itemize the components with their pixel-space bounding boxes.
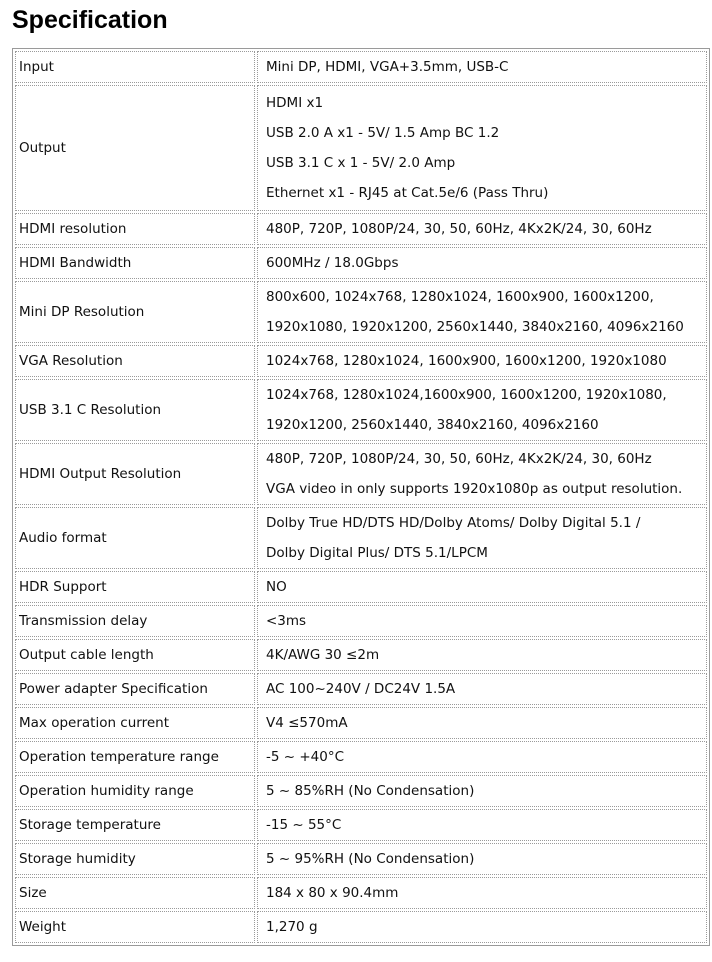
specification-table-body bbox=[15, 51, 707, 943]
spec-row bbox=[15, 843, 707, 875]
spec-row bbox=[15, 707, 707, 739]
spec-value bbox=[257, 775, 707, 807]
spec-value-line: 480P, 720P, 1080P/24, 30, 50, 60Hz, 4Kx2K/24, 30, 60Hz bbox=[266, 451, 652, 467]
spec-row bbox=[15, 911, 707, 943]
spec-value-line: Dolby Digital Plus/ DTS 5.1/LPCM bbox=[266, 545, 488, 561]
spec-value-line: Dolby True HD/DTS HD/Dolby Atoms/ Dolby Digital 5.1 / bbox=[266, 515, 641, 531]
spec-row bbox=[15, 639, 707, 671]
spec-label: Audio format bbox=[15, 507, 255, 569]
spec-value bbox=[257, 605, 707, 637]
spec-value-line: 1024x768, 1280x1024,1600x900, 1600x1200, 1920x1080, bbox=[266, 387, 667, 403]
spec-value bbox=[257, 877, 707, 909]
spec-value bbox=[257, 507, 707, 569]
spec-value-line: 4K/AWG 30 ≤2m bbox=[266, 647, 380, 663]
spec-label: Max operation current bbox=[15, 707, 255, 739]
spec-value bbox=[257, 911, 707, 943]
spec-label: Size bbox=[15, 877, 255, 909]
spec-row bbox=[15, 281, 707, 343]
spec-value bbox=[257, 443, 707, 505]
spec-row bbox=[15, 877, 707, 909]
spec-label: Output bbox=[15, 85, 255, 211]
spec-row bbox=[15, 379, 707, 441]
spec-value bbox=[257, 571, 707, 603]
spec-value-line: 1024x768, 1280x1024, 1600x900, 1600x1200, 1920x1080 bbox=[266, 353, 667, 369]
spec-label: Transmission delay bbox=[15, 605, 255, 637]
spec-row bbox=[15, 213, 707, 245]
spec-value bbox=[257, 639, 707, 671]
spec-value bbox=[257, 379, 707, 441]
spec-row bbox=[15, 247, 707, 279]
spec-label: HDMI resolution bbox=[15, 213, 255, 245]
spec-label: HDMI Bandwidth bbox=[15, 247, 255, 279]
spec-value-line: 600MHz / 18.0Gbps bbox=[266, 255, 399, 271]
spec-value-line: HDMI x1 bbox=[266, 95, 324, 111]
spec-label: HDR Support bbox=[15, 571, 255, 603]
spec-row bbox=[15, 51, 707, 83]
page-title: Specification bbox=[12, 6, 168, 34]
spec-value-line: V4 ≤570mA bbox=[266, 715, 348, 731]
spec-row bbox=[15, 507, 707, 569]
spec-value bbox=[257, 85, 707, 211]
spec-value bbox=[257, 809, 707, 841]
spec-value bbox=[257, 213, 707, 245]
spec-value-line: VGA video in only supports 1920x1080p as output resolution. bbox=[266, 481, 683, 497]
spec-label: Input bbox=[15, 51, 255, 83]
spec-value bbox=[257, 843, 707, 875]
spec-value-line: NO bbox=[266, 579, 287, 595]
spec-row bbox=[15, 673, 707, 705]
spec-value-line: 184 x 80 x 90.4mm bbox=[266, 885, 399, 901]
spec-label: Operation temperature range bbox=[15, 741, 255, 773]
spec-label: USB 3.1 C Resolution bbox=[15, 379, 255, 441]
spec-value-line: <3ms bbox=[266, 613, 307, 629]
spec-value-line: 1920x1080, 1920x1200, 2560x1440, 3840x2160, 4096x2160 bbox=[266, 319, 684, 335]
spec-row bbox=[15, 443, 707, 505]
spec-label: Operation humidity range bbox=[15, 775, 255, 807]
spec-row bbox=[15, 345, 707, 377]
spec-value-line: 1,270 g bbox=[266, 919, 318, 935]
spec-value-line: USB 3.1 C x 1 - 5V/ 2.0 Amp bbox=[266, 155, 456, 171]
spec-row bbox=[15, 605, 707, 637]
spec-value-line: USB 2.0 A x1 - 5V/ 1.5 Amp BC 1.2 bbox=[266, 125, 500, 141]
spec-value bbox=[257, 345, 707, 377]
spec-label: Output cable length bbox=[15, 639, 255, 671]
spec-value bbox=[257, 673, 707, 705]
spec-value bbox=[257, 707, 707, 739]
spec-value-line: 480P, 720P, 1080P/24, 30, 50, 60Hz, 4Kx2K/24, 30, 60Hz bbox=[266, 221, 652, 237]
spec-label: Mini DP Resolution bbox=[15, 281, 255, 343]
spec-value-line: 800x600, 1024x768, 1280x1024, 1600x900, 1600x1200, bbox=[266, 289, 654, 305]
spec-value-line: AC 100~240V / DC24V 1.5A bbox=[266, 681, 456, 697]
spec-value-line: -5 ~ +40°C bbox=[266, 749, 345, 765]
spec-row bbox=[15, 571, 707, 603]
spec-value-line: 5 ~ 85%RH (No Condensation) bbox=[266, 783, 475, 799]
spec-row bbox=[15, 775, 707, 807]
spec-value bbox=[257, 281, 707, 343]
specification-table bbox=[12, 48, 710, 946]
spec-value-line: Ethernet x1 - RJ45 at Cat.5e/6 (Pass Thru) bbox=[266, 185, 549, 201]
spec-row bbox=[15, 85, 707, 211]
spec-value-line: 5 ~ 95%RH (No Condensation) bbox=[266, 851, 475, 867]
spec-value-line: 1920x1200, 2560x1440, 3840x2160, 4096x2160 bbox=[266, 417, 599, 433]
spec-label: Power adapter Specification bbox=[15, 673, 255, 705]
spec-label: Storage temperature bbox=[15, 809, 255, 841]
spec-value bbox=[257, 247, 707, 279]
spec-label: VGA Resolution bbox=[15, 345, 255, 377]
spec-label: Storage humidity bbox=[15, 843, 255, 875]
spec-row bbox=[15, 741, 707, 773]
spec-value bbox=[257, 741, 707, 773]
spec-value-line: Mini DP, HDMI, VGA+3.5mm, USB-C bbox=[266, 59, 509, 75]
spec-label: HDMI Output Resolution bbox=[15, 443, 255, 505]
spec-value-line: -15 ~ 55°C bbox=[266, 817, 342, 833]
spec-value bbox=[257, 51, 707, 83]
spec-label: Weight bbox=[15, 911, 255, 943]
spec-row bbox=[15, 809, 707, 841]
